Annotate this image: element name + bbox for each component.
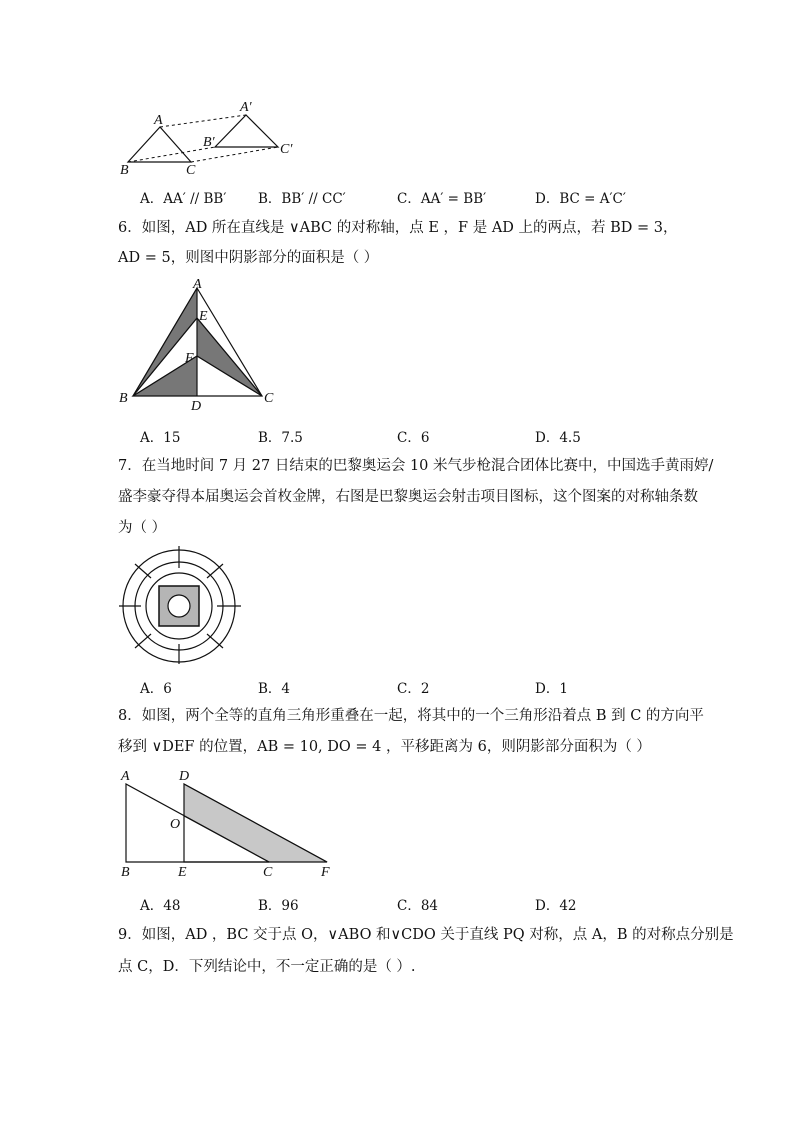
q6-figure	[115, 276, 280, 414]
q6-option-b[interactable]: B．7.5	[258, 430, 303, 446]
q6-option-a[interactable]: A．15	[140, 430, 181, 446]
q6-line2: AD = 5，则图中阴影部分的面积是（ ）	[118, 250, 379, 266]
label-c: C	[264, 391, 274, 406]
q8-figure	[115, 766, 340, 881]
q7-line1: 7．在当地时间 7 月 27 日结束的巴黎奥运会 10 米气步枪混合团体比赛中，中国选手黄雨婷/	[118, 458, 714, 474]
q7-option-c[interactable]: C．2	[397, 681, 430, 697]
triangle-a1b1c1	[215, 115, 278, 147]
translation-figure	[115, 95, 305, 180]
q7-option-d[interactable]: D．1	[535, 681, 568, 697]
label-a1: A′	[240, 100, 252, 115]
label-c1: C′	[280, 142, 293, 157]
label-f: F	[321, 865, 330, 880]
label-d: D	[191, 399, 202, 414]
center-circle	[168, 595, 190, 617]
q7-option-a[interactable]: A．6	[140, 681, 172, 697]
label-a: A	[193, 277, 202, 292]
label-e: E	[178, 865, 187, 880]
shooting-icon-figure	[119, 546, 241, 664]
q6-option-d[interactable]: D．4.5	[535, 430, 581, 446]
q7-line2: 盛李豪夺得本届奥运会首枚金牌，右图是巴黎奥运会射击项目图标，这个图案的对称轴条数	[118, 489, 698, 505]
q7-line3: 为（ ）	[118, 520, 167, 536]
q8-option-c[interactable]: C．84	[397, 898, 439, 914]
q5-option-a[interactable]: A．AA′ // BB′	[140, 191, 227, 207]
label-b: B	[121, 865, 130, 880]
q6-line1: 6．如图，AD 所在直线是 ∨ABC 的对称轴，点 E ，F 是 AD 上的两点，若 BD = 3，	[118, 220, 678, 236]
label-a: A	[154, 113, 163, 128]
label-b: B	[120, 163, 129, 178]
label-c: C	[263, 865, 273, 880]
q5-option-b[interactable]: B．BB′ // CC′	[258, 191, 346, 207]
q6-option-c[interactable]: C．6	[397, 430, 430, 446]
label-o: O	[170, 817, 181, 832]
q8-line2: 移到 ∨DEF 的位置，AB = 10, DO = 4 ，平移距离为 6，则阴影部分面积为（ ）	[118, 739, 651, 755]
q8-line1: 8．如图，两个全等的直角三角形重叠在一起，将其中的一个三角形沿着点 B 到 C 的方向平	[118, 708, 704, 724]
label-b: B	[119, 391, 128, 406]
q5-option-d[interactable]: D．BC = A′C′	[535, 191, 626, 207]
q8-option-a[interactable]: A．48	[140, 898, 181, 914]
label-f: F	[185, 351, 194, 366]
label-d: D	[179, 769, 190, 784]
label-e: E	[199, 309, 208, 324]
q7-option-b[interactable]: B．4	[258, 681, 291, 697]
label-a: A	[121, 769, 130, 784]
segment-bb1	[128, 147, 215, 162]
label-c: C	[186, 163, 196, 178]
q9-line1: 9．如图，AD ，BC 交于点 O，∨ABO 和∨CDO 关于直线 PQ 对称，点 A，B 的对称点分别是	[118, 927, 734, 943]
segment-aa1	[160, 115, 246, 127]
label-b1: B′	[203, 135, 215, 150]
q8-option-b[interactable]: B．96	[258, 898, 299, 914]
q5-option-c[interactable]: C．AA′ = BB′	[397, 191, 487, 207]
q8-option-d[interactable]: D．42	[535, 898, 577, 914]
q9-line2: 点 C，D．下列结论中，不一定正确的是（ ）.	[118, 959, 416, 975]
